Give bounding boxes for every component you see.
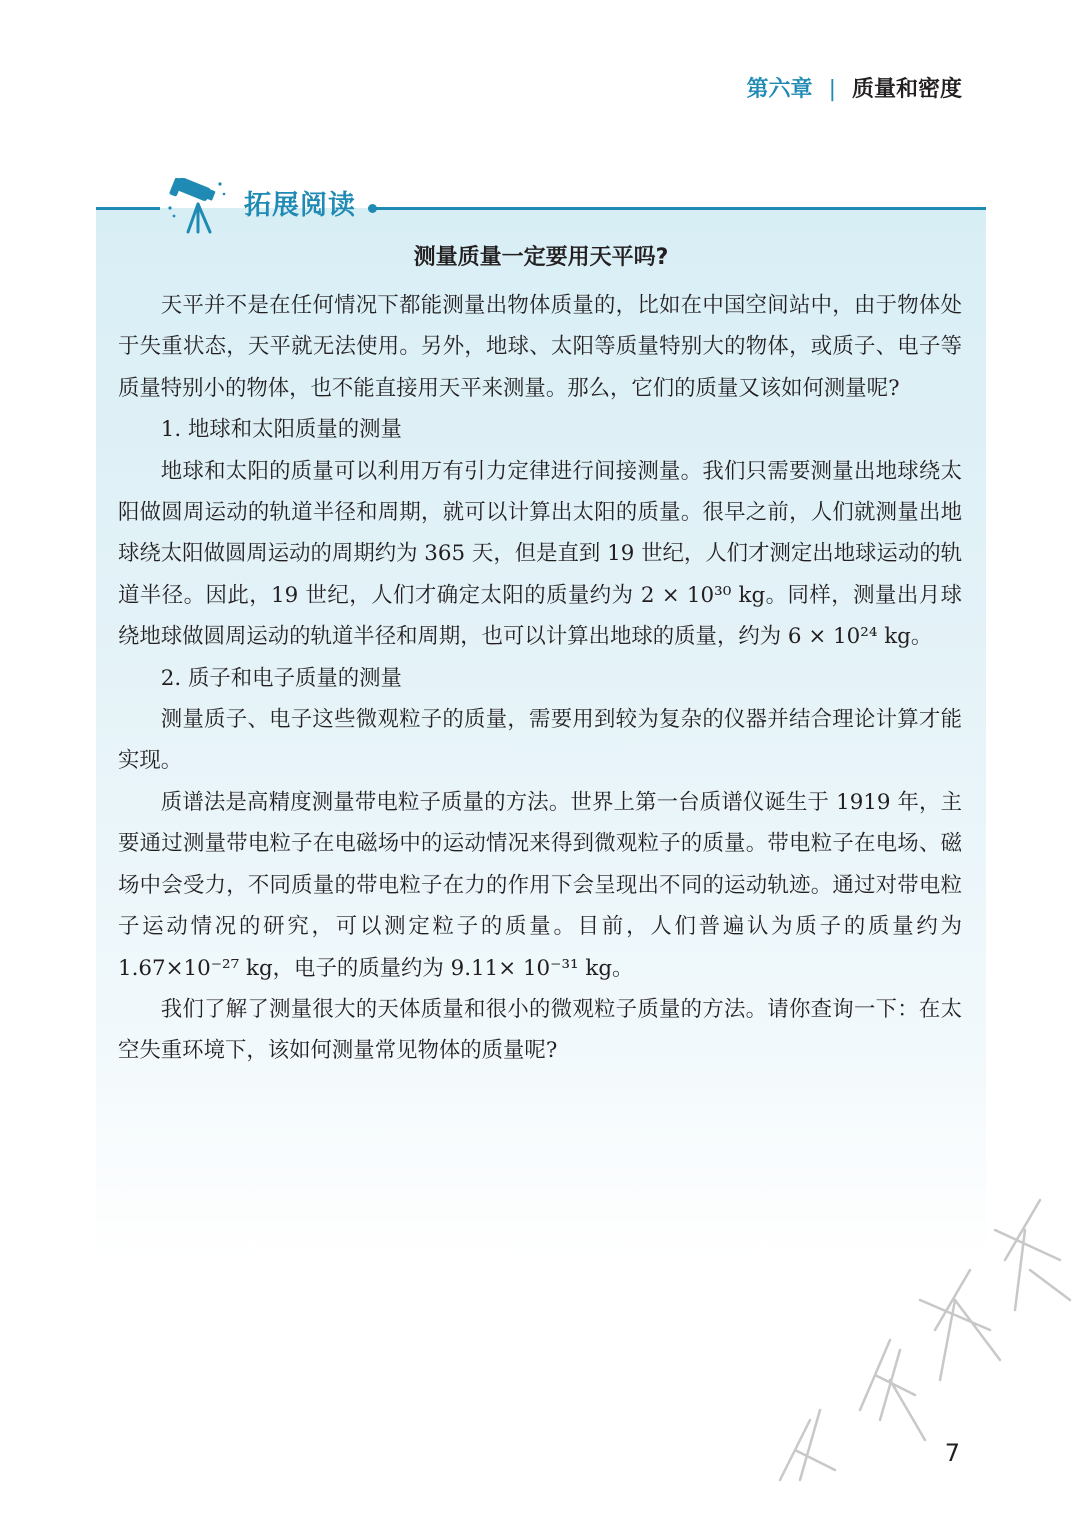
chapter-number: 第六章 [746,77,813,102]
subsection-heading: 2. 质子和电子质量的测量 [160,665,402,691]
page-number: 7 [944,1439,960,1467]
paragraph: 地球和太阳的质量可以利用万有引力定律进行间接测量。我们只需要测量出地球绕太阳做圆周运动的轨道半径和周期，就可以计算出太阳的质量。很早之前，人们就测量出地球绕太阳做圆周运动的周期约为 365 天，但是直到 19 世纪，人们才测定出地球运动的轨道半径。因此，19 世纪，人们才确定太阳的质量约为 2 × 10³⁰ kg。同样，测量出月球绕地球做圆周运动的轨道半径和周期，也可以计算出地球的质量，约为 6 × 10²⁴ kg。 [118,458,962,650]
paragraph: 测量质子、电子这些微观粒子的质量，需要用到较为复杂的仪器并结合理论计算才能实现。 [118,707,962,774]
telescope-icon [168,178,230,236]
article-body [118,285,962,1072]
paragraph: 天平并不是在任何情况下都能测量出物体质量的，比如在中国空间站中，由于物体处于失重状态，天平就无法使用。另外，地球、太阳等质量特别大的物体，或质子、电子等质量特别小的物体，也不能直接用天平来测量。那么，它们的质量又该如何测量呢? [118,293,962,401]
paragraph: 我们了解了测量很大的天体质量和很小的微观粒子质量的方法。请你查询一下：在太空失重环境下，该如何测量常见物体的质量呢? [118,996,962,1064]
section-label: 拓展阅读 [244,190,356,221]
box-rule-left [96,207,160,210]
chapter-title: 质量和密度 [851,77,962,102]
box-rule-right [372,207,986,210]
chapter-separator: | [828,77,836,102]
article-title: 测量质量一定要用天平吗? [413,245,669,270]
subsection-heading: 1. 地球和太阳质量的测量 [160,417,402,443]
paragraph: 质谱法是高精度测量带电粒子质量的方法。世界上第一台质谱仪诞生于 1919 年，主要通过测量带电粒子在电磁场中的运动情况来得到微观粒子的质量。带电粒子在电场、磁场中会受力，不同质量的带电粒子在力的作用下会呈现出不同的运动轨迹。通过对带电粒子运动情况的研究，可以测定粒子的质量。目前，人们普遍认为质子的质量约为 1.67×10⁻²⁷ kg，电子的质量约为 9.11× 10⁻³¹ kg。 [118,789,962,981]
chapter-header [747,72,962,108]
